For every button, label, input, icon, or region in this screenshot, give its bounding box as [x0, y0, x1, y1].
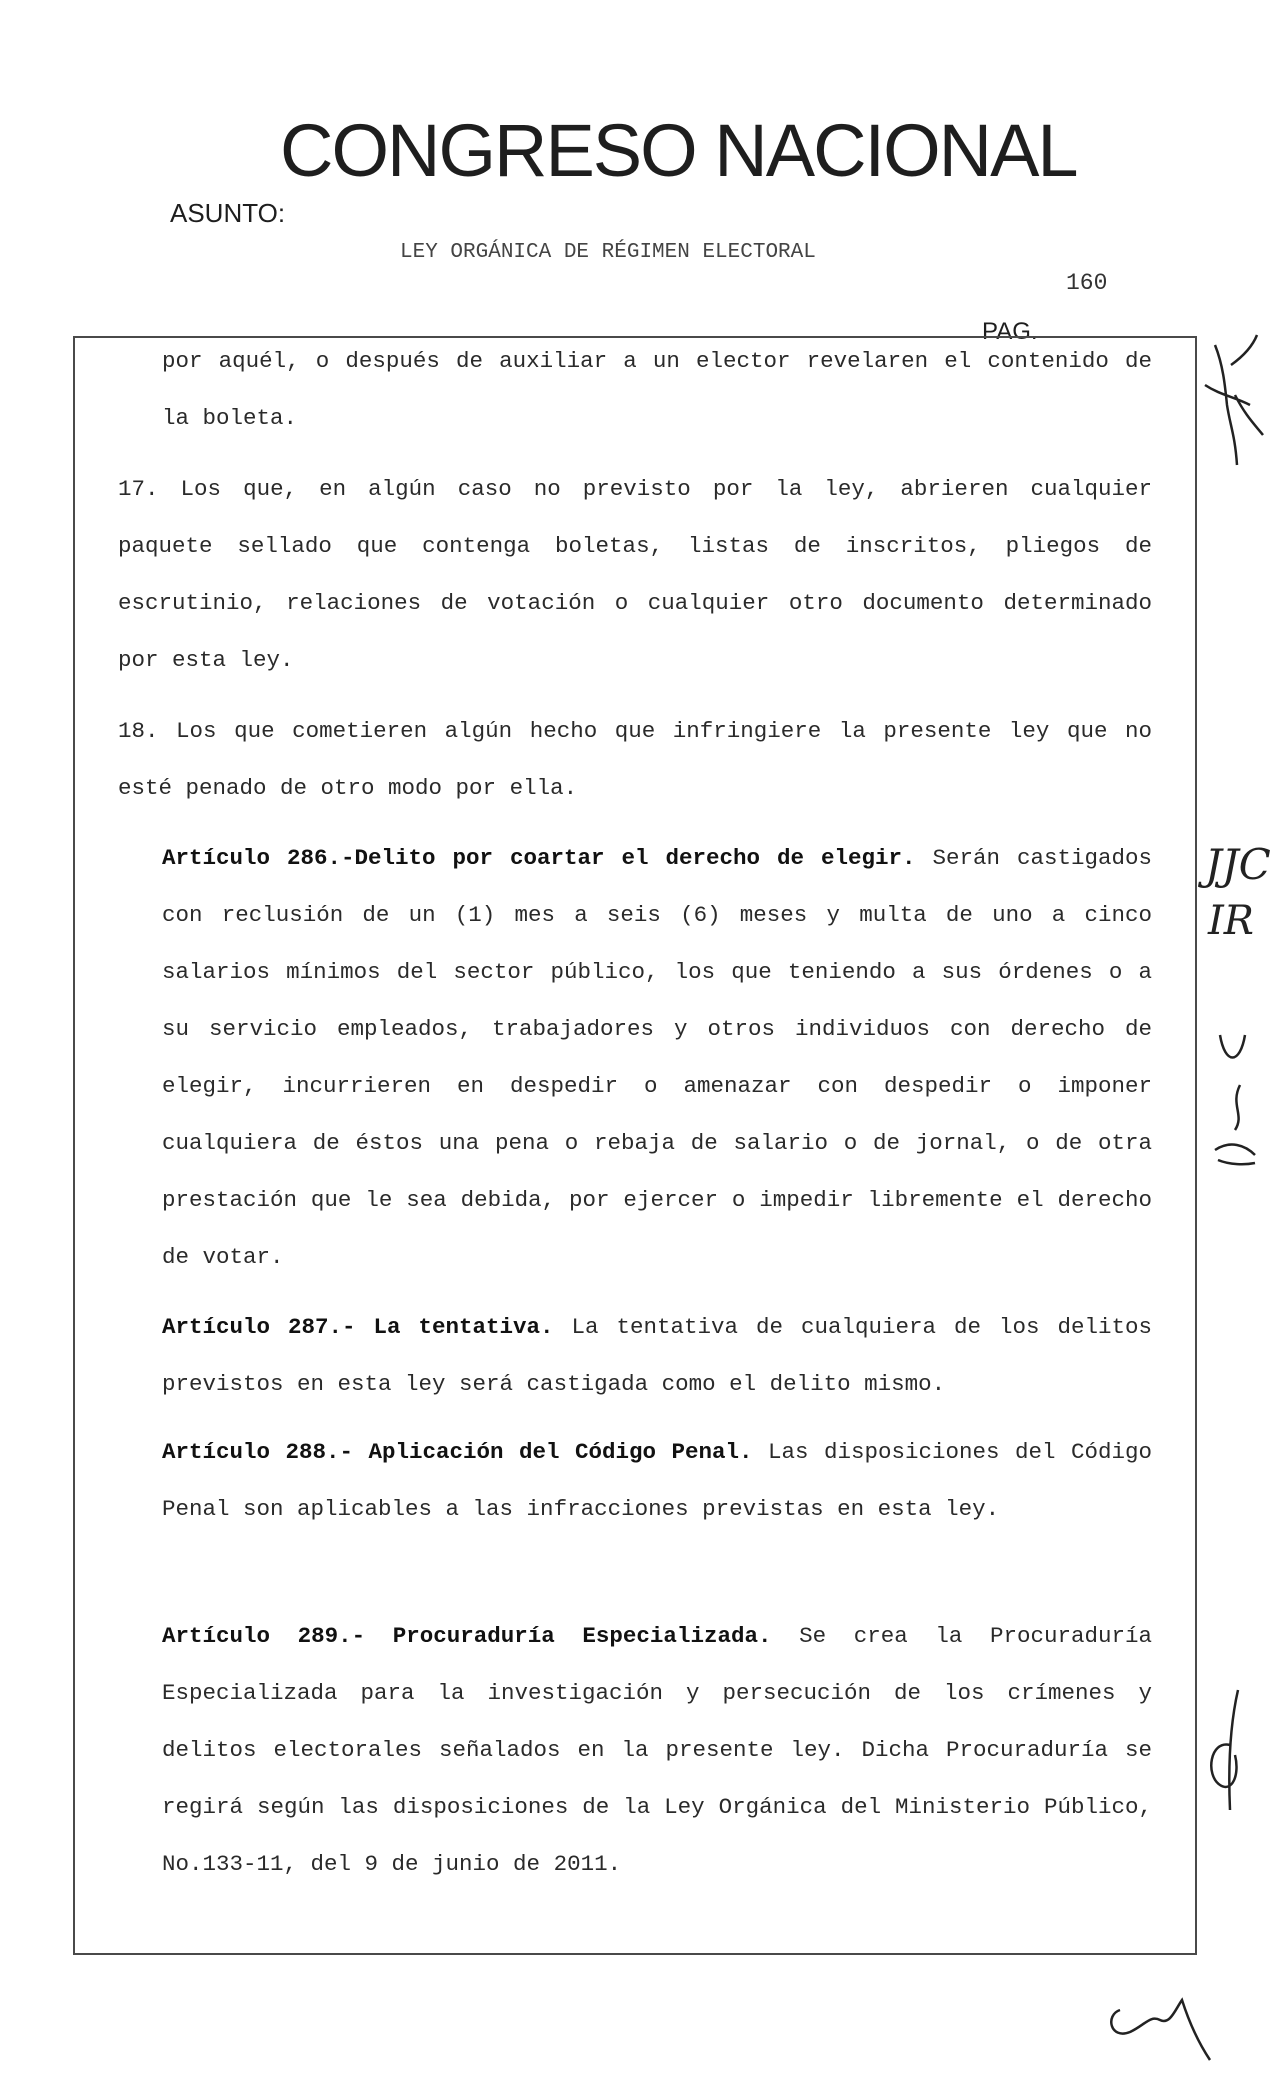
article-text: Serán castigados con reclusión de un (1) mes a seis (6) meses y multa de uno a cinco salarios mínimos del sector público, los que teniendo a sus órdenes o a su servicio empleados, trabajadores y otros individuos con derecho de elegir, incurrieren en despedir o amenazar con despedir o imponer cualquiera de éstos una pena o rebaja de salario o de jornal, o de otra prestación que le sea debida, por ejercer o impedir libremente el derecho de votar. — [162, 845, 1152, 1270]
article-288 — [162, 1424, 1152, 1538]
document-subject: LEY ORGÁNICA DE RÉGIMEN ELECTORAL — [400, 241, 816, 264]
paragraph-continuation — [162, 333, 1152, 447]
article-289 — [162, 1608, 1152, 1893]
margin-squiggle-icon — [1210, 1025, 1260, 1175]
initials-signature-icon — [1195, 325, 1265, 475]
article-heading: Artículo 288.- Aplicación del Código Penal. — [162, 1439, 753, 1465]
signature-icon — [1100, 1970, 1220, 2070]
margin-note-initials: JJC — [1205, 840, 1271, 889]
article-text: La tentativa de cualquiera de los delitos previstos en esta ley será castigada como el delito mismo. — [162, 1314, 1152, 1397]
asunto-label: ASUNTO: — [170, 198, 286, 228]
article-287 — [162, 1299, 1152, 1413]
pag-label: PAG. — [982, 318, 1038, 345]
paragraph-text: 17. Los que, en algún caso no previsto por la ley, abrieren cualquier paquete sellado que contenga boletas, listas de inscritos, pliegos de escrutinio, relaciones de votación o cualquier otro documento determinado por esta ley. — [118, 476, 1152, 673]
margin-note-initials: IR — [1208, 898, 1254, 944]
article-text: Se crea la Procuraduría Especializada para la investigación y persecución de los crímenes y delitos electorales señalados en la presente ley. Dicha Procuraduría se regirá según las disposiciones de la Ley Orgánica del Ministerio Público, No.133-11, del 9 de junio de 2011. — [162, 1623, 1153, 1877]
paragraph-text: 18. Los que cometieren algún hecho que infringiere la presente ley que no esté penado de otro modo por ella. — [118, 718, 1152, 801]
article-heading: Artículo 286.-Delito por coartar el derecho de elegir. — [162, 845, 916, 871]
article-heading: Artículo 289.- Procuraduría Especializada. — [162, 1623, 772, 1649]
institution-title: CONGRESO NACIONAL — [280, 109, 1077, 192]
article-text: Las disposiciones del Código Penal son aplicables a las infracciones previstas en esta ley. — [162, 1439, 1152, 1522]
item-18 — [118, 703, 1152, 817]
article-heading: Artículo 287.- La tentativa. — [162, 1314, 554, 1340]
article-286 — [162, 830, 1152, 1286]
item-17 — [118, 461, 1152, 689]
signature-icon — [1200, 1685, 1260, 1815]
paragraph-text: por aquél, o después de auxiliar a un elector revelaren el contenido de la boleta. — [162, 348, 1152, 431]
page-number: 160 — [1066, 270, 1108, 296]
